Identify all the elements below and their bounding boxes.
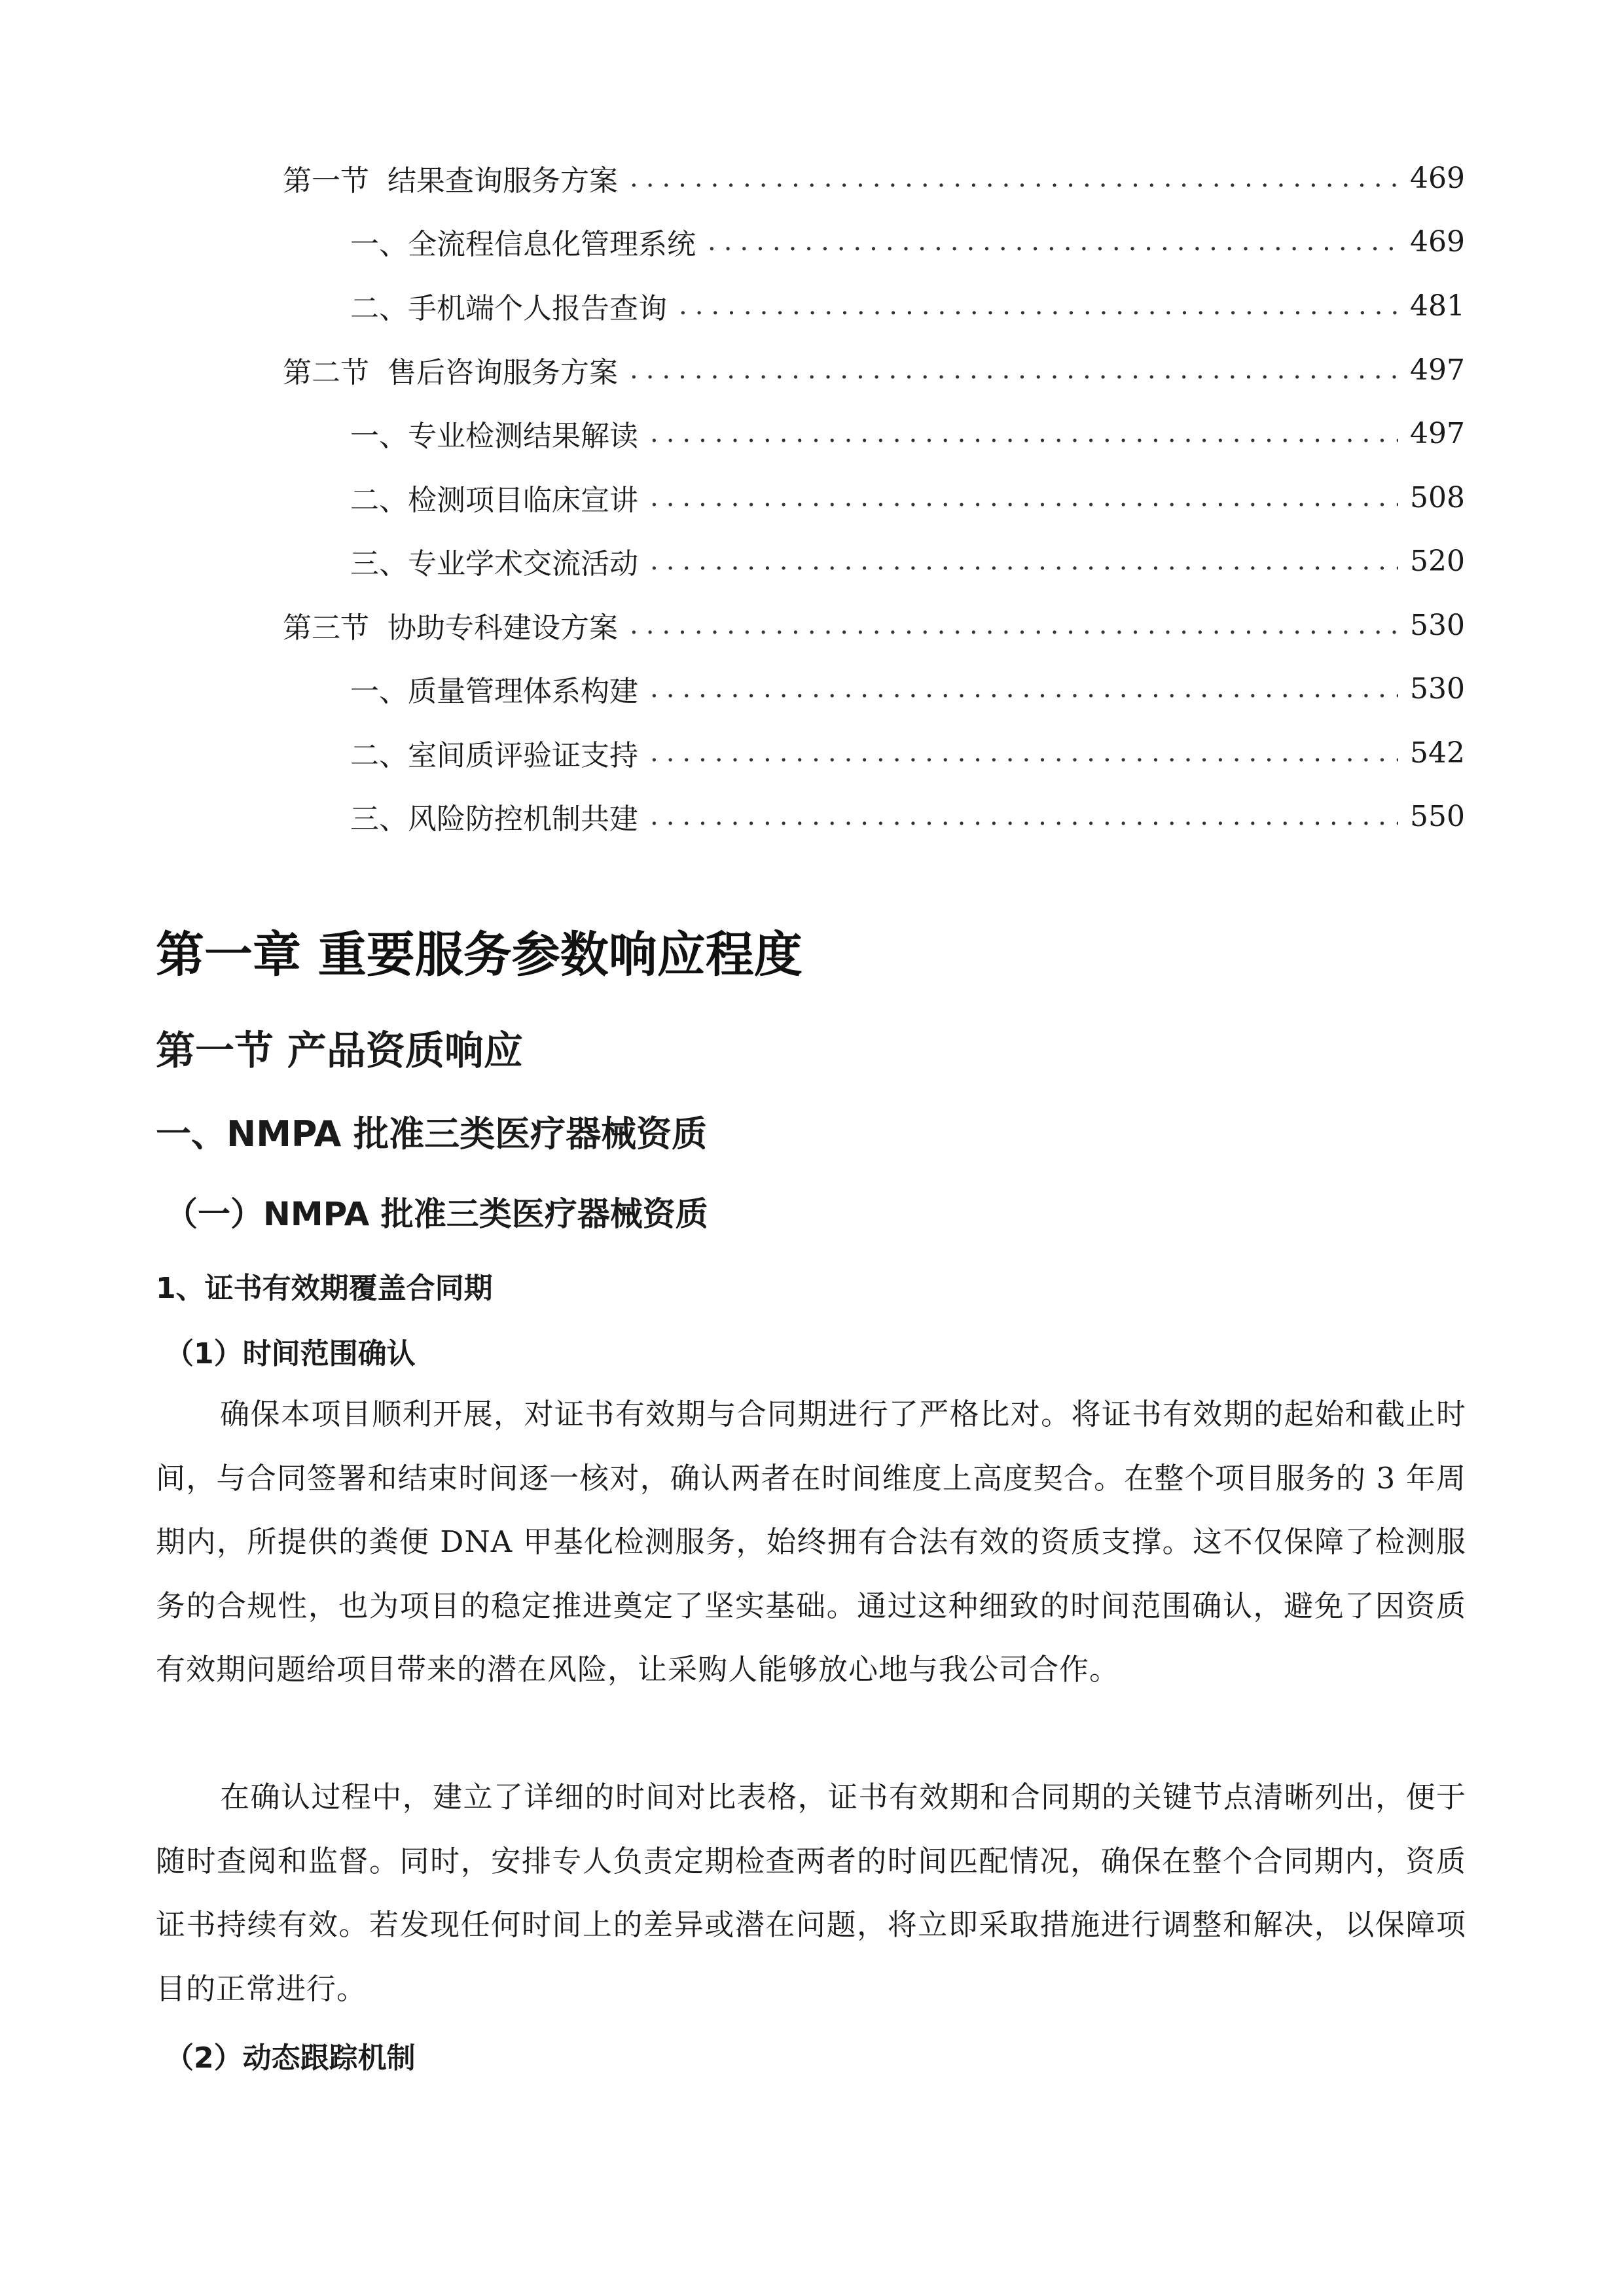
toc-entry[interactable] bbox=[350, 666, 1465, 711]
toc-entry-number: 第一节 bbox=[283, 164, 369, 198]
toc-entry-page: 497 bbox=[1410, 416, 1465, 450]
toc-entry-title: 手机端个人报告查询 bbox=[408, 292, 667, 325]
toc-entry-page: 469 bbox=[1410, 161, 1465, 195]
chapter-title: 第一章 重要服务参数响应程度 bbox=[156, 927, 803, 983]
toc-entry-number: 一、 bbox=[350, 420, 408, 453]
toc-entry-title: 协助专科建设方案 bbox=[388, 611, 618, 645]
toc-leader-dots bbox=[679, 291, 1398, 321]
toc-entry[interactable] bbox=[350, 538, 1465, 584]
toc-entry-page: 508 bbox=[1410, 480, 1465, 514]
body-paragraph: 在确认过程中，建立了详细的时间对比表格，证书有效期和合同期的关键节点清晰列出，便于随时查阅和监督。同时，安排专人负责定期检查两者的时间匹配情况，确保在整个合同期内，资质证书持续有效。若发现任何时间上的差异或潜在问题，将立即采取措施进行调整和解决，以保障项目的正常进行。 bbox=[156, 1780, 1466, 2006]
toc-entry-page: 530 bbox=[1410, 608, 1465, 642]
toc-leader-dots bbox=[650, 801, 1398, 831]
toc-leader-dots bbox=[630, 163, 1398, 193]
toc-leader-dots bbox=[650, 673, 1398, 704]
toc-entry[interactable] bbox=[283, 347, 1465, 393]
toc-entry[interactable] bbox=[350, 410, 1465, 456]
toc-entry-page: 520 bbox=[1410, 544, 1465, 578]
toc-entry-title: 结果查询服务方案 bbox=[388, 164, 618, 198]
toc-entry-number: 三、 bbox=[350, 802, 408, 836]
toc-entry-page: 542 bbox=[1410, 736, 1465, 770]
toc-entry[interactable] bbox=[350, 283, 1465, 329]
toc-entry-number: 第二节 bbox=[283, 356, 369, 389]
toc-leader-dots bbox=[650, 738, 1398, 768]
toc-entry-title: 风险防控机制共建 bbox=[408, 802, 638, 836]
sub-subsection-title: （一）NMPA 批准三类医疗器械资质 bbox=[165, 1195, 708, 1233]
toc-entry[interactable] bbox=[283, 602, 1465, 648]
sub-item-title: （1）时间范围确认 bbox=[165, 1337, 416, 1371]
toc-entry-title: 售后咨询服务方案 bbox=[388, 356, 618, 389]
item-title: 1、证书有效期覆盖合同期 bbox=[156, 1272, 493, 1305]
toc-entry-page: 497 bbox=[1410, 353, 1465, 387]
sub-item-title: （2）动态跟踪机制 bbox=[165, 2041, 416, 2075]
toc-entry-number: 二、 bbox=[350, 292, 408, 325]
toc-entry-number: 一、 bbox=[350, 228, 408, 261]
toc-leader-dots bbox=[630, 355, 1398, 385]
toc-entry-page: 550 bbox=[1410, 799, 1465, 833]
toc-entry[interactable] bbox=[350, 475, 1465, 520]
toc-entry-title: 专业学术交流活动 bbox=[408, 547, 638, 581]
section-title: 第一节 产品资质响应 bbox=[156, 1028, 523, 1074]
toc-entry-title: 质量管理体系构建 bbox=[408, 675, 638, 708]
toc-entry-title: 室间质评验证支持 bbox=[408, 739, 638, 772]
toc-entry-title: 检测项目临床宣讲 bbox=[408, 484, 638, 517]
toc-leader-dots bbox=[650, 418, 1398, 448]
toc-leader-dots bbox=[650, 546, 1398, 576]
toc-entry-title: 专业检测结果解读 bbox=[408, 420, 638, 453]
toc-leader-dots bbox=[708, 226, 1398, 257]
toc-entry-page: 481 bbox=[1410, 289, 1465, 323]
toc-entry-number: 第三节 bbox=[283, 611, 369, 645]
toc-entry-page: 530 bbox=[1410, 672, 1465, 706]
toc-entry-number: 二、 bbox=[350, 739, 408, 772]
toc-entry-page: 469 bbox=[1410, 224, 1465, 259]
toc-entry[interactable] bbox=[350, 219, 1465, 264]
toc-entry-number: 二、 bbox=[350, 484, 408, 517]
toc-entry-number: 三、 bbox=[350, 547, 408, 581]
toc-entry-number: 一、 bbox=[350, 675, 408, 708]
toc-entry[interactable] bbox=[350, 730, 1465, 776]
toc-entry-title: 全流程信息化管理系统 bbox=[408, 228, 696, 261]
subsection-title: 一、NMPA 批准三类医疗器械资质 bbox=[156, 1113, 708, 1155]
toc-entry[interactable] bbox=[350, 793, 1465, 839]
toc-leader-dots bbox=[630, 610, 1398, 640]
toc-leader-dots bbox=[650, 482, 1398, 512]
toc-entry[interactable] bbox=[283, 155, 1465, 201]
body-paragraph: 确保本项目顺利开展，对证书有效期与合同期进行了严格比对。将证书有效期的起始和截止时间，与合同签署和结束时间逐一核对，确认两者在时间维度上高度契合。在整个项目服务的 3 年周期内，所提供的粪便 DNA 甲基化检测服务，始终拥有合法有效的资质支撑。这不仅保障了检测服务的合规性，也为项目的稳定推进奠定了坚实基础。通过这种细致的时间范围确认，避免了因资质有效期问题给项目带来的潜在风险，让采购人能够放心地与我公司合作。 bbox=[156, 1397, 1466, 1687]
